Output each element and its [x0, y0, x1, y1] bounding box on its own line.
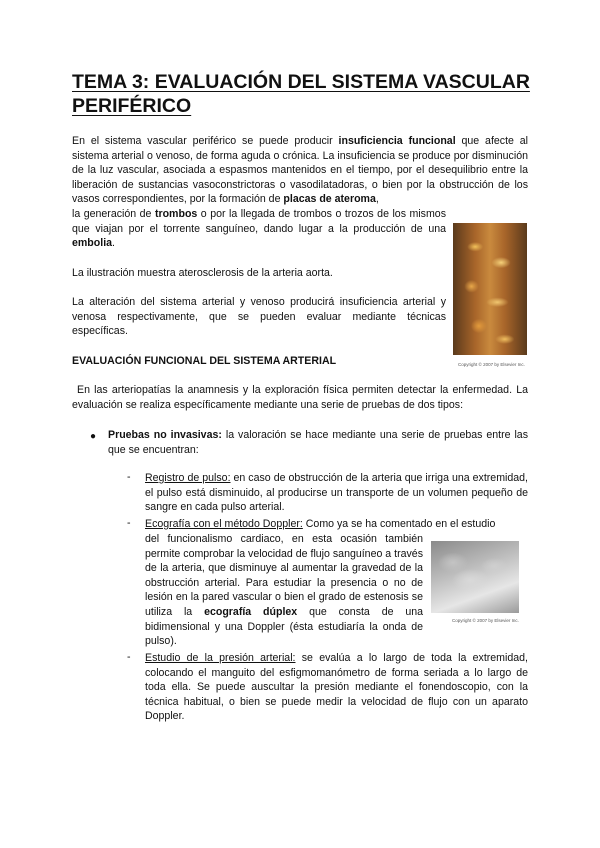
intro-bold-term: insuficiencia funcional — [338, 135, 456, 147]
item-doppler-title-line — [145, 517, 528, 532]
section-heading: EVALUACIÓN FUNCIONAL DEL SISTEMA ARTERIAL — [72, 355, 337, 367]
intro-text: que afecte al sistema arterial o venoso, de forma aguda o crónica. La insuficiencia se produce por disminución de la luz vascular, asociada a espasmos mantenidos en el tiempo, por el desequilibrio entre la liberación de sustancias vasoconstrictoras o vasodilatadoras, o bien por la obstrucción de los vasos correspondientes, por la formación de — [72, 135, 529, 206]
figure-1-caption: Copyright © 2007 by Elsevier Inc. — [458, 362, 525, 367]
intro-paragraph — [72, 134, 528, 207]
dash-marker: - — [127, 651, 131, 663]
item-doppler-body — [145, 532, 423, 649]
item-bold-term: ecografía dúplex — [204, 605, 298, 618]
bullet-icon: ● — [90, 431, 97, 442]
intro-paragraph-continued — [72, 207, 446, 251]
illustration-paragraph: La ilustración muestra aterosclerosis de la arteria aorta. — [72, 267, 333, 279]
item-blood-pressure — [145, 651, 528, 724]
item-title: Ecografía con el método Doppler: — [145, 518, 303, 530]
item-text: que consta de una bidimensional y una Doppler (ésta estudiaría la onda de pulso). — [145, 605, 424, 648]
intro-bold-term: trombos — [154, 208, 198, 220]
intro-text: , — [375, 193, 379, 206]
section-intro-paragraph: En las arteriopatías la anamnesis y la exploración física permiten detectar la enfermedad. La evaluación se realiza específicamente mediante una serie de pruebas de dos tipos: — [72, 384, 528, 411]
doppler-exam-image — [431, 541, 519, 613]
intro-bold-term: embolia — [72, 237, 113, 250]
bullet-item-noninvasive — [108, 428, 528, 457]
item-title: Registro de pulso: — [145, 472, 231, 484]
dash-marker: - — [127, 517, 131, 529]
intro-text: . — [112, 237, 115, 250]
intro-text: o por la llegada de trombos o trozos de los mismos que viajan por el torrente sanguíneo, dando lugar a la producción de una — [72, 208, 446, 235]
item-pulse-registry — [145, 471, 528, 515]
item-text: Como ya se ha comentado en el estudio — [302, 518, 496, 530]
dash-marker: - — [127, 471, 131, 483]
aorta-atherosclerosis-image — [453, 223, 527, 355]
intro-text: En el sistema vascular periférico se puede producir — [72, 135, 339, 147]
page-title: TEMA 3: EVALUACIÓN DEL SISTEMA VASCULAR PERIFÉRICO — [72, 71, 530, 117]
item-text: se evalúa a lo largo de toda la extremidad, colocando el manguito del esfigmomanómetro de forma seriada a lo largo de toda ella. Se puede auscultar la presión mediante el fonendoscopio, con la técnica habitual, o bien se puede medir la velocidad de flujo con un aparato Doppler. — [145, 652, 528, 723]
intro-bold-term: placas de ateroma — [283, 193, 376, 206]
item-text: del funcionalismo cardiaco, en esta ocasión también permite comprobar la velocidad de flujo sanguíneo a través de la arteria, que disminuye al aumentar la gravedad de la obstrucción arterial. Para estudiar la presencia o no de lesión en la pared vascular o bien el grado de estenosis se utiliza la — [145, 533, 423, 618]
item-text: en caso de obstrucción de la arteria que irriga una extremidad, el pulso está disminuido, al producirse un transporte de un volumen pequeño de sangre en cada pulso arterial. — [145, 472, 528, 514]
item-title: Estudio de la presión arterial: — [145, 652, 296, 664]
intro-text: la generación de — [72, 208, 155, 220]
bullet-label: Pruebas no invasivas: — [108, 429, 222, 441]
bullet-text: la valoración se hace mediante una serie de pruebas entre las que se encuentran: — [108, 429, 528, 456]
alteration-paragraph: La alteración del sistema arterial y venoso producirá insuficiencia arterial y venosa respectivamente, que se pueden evaluar mediante técnicas específicas. — [72, 296, 446, 338]
figure-2-caption: Copyright © 2007 by Elsevier Inc. — [452, 618, 519, 623]
